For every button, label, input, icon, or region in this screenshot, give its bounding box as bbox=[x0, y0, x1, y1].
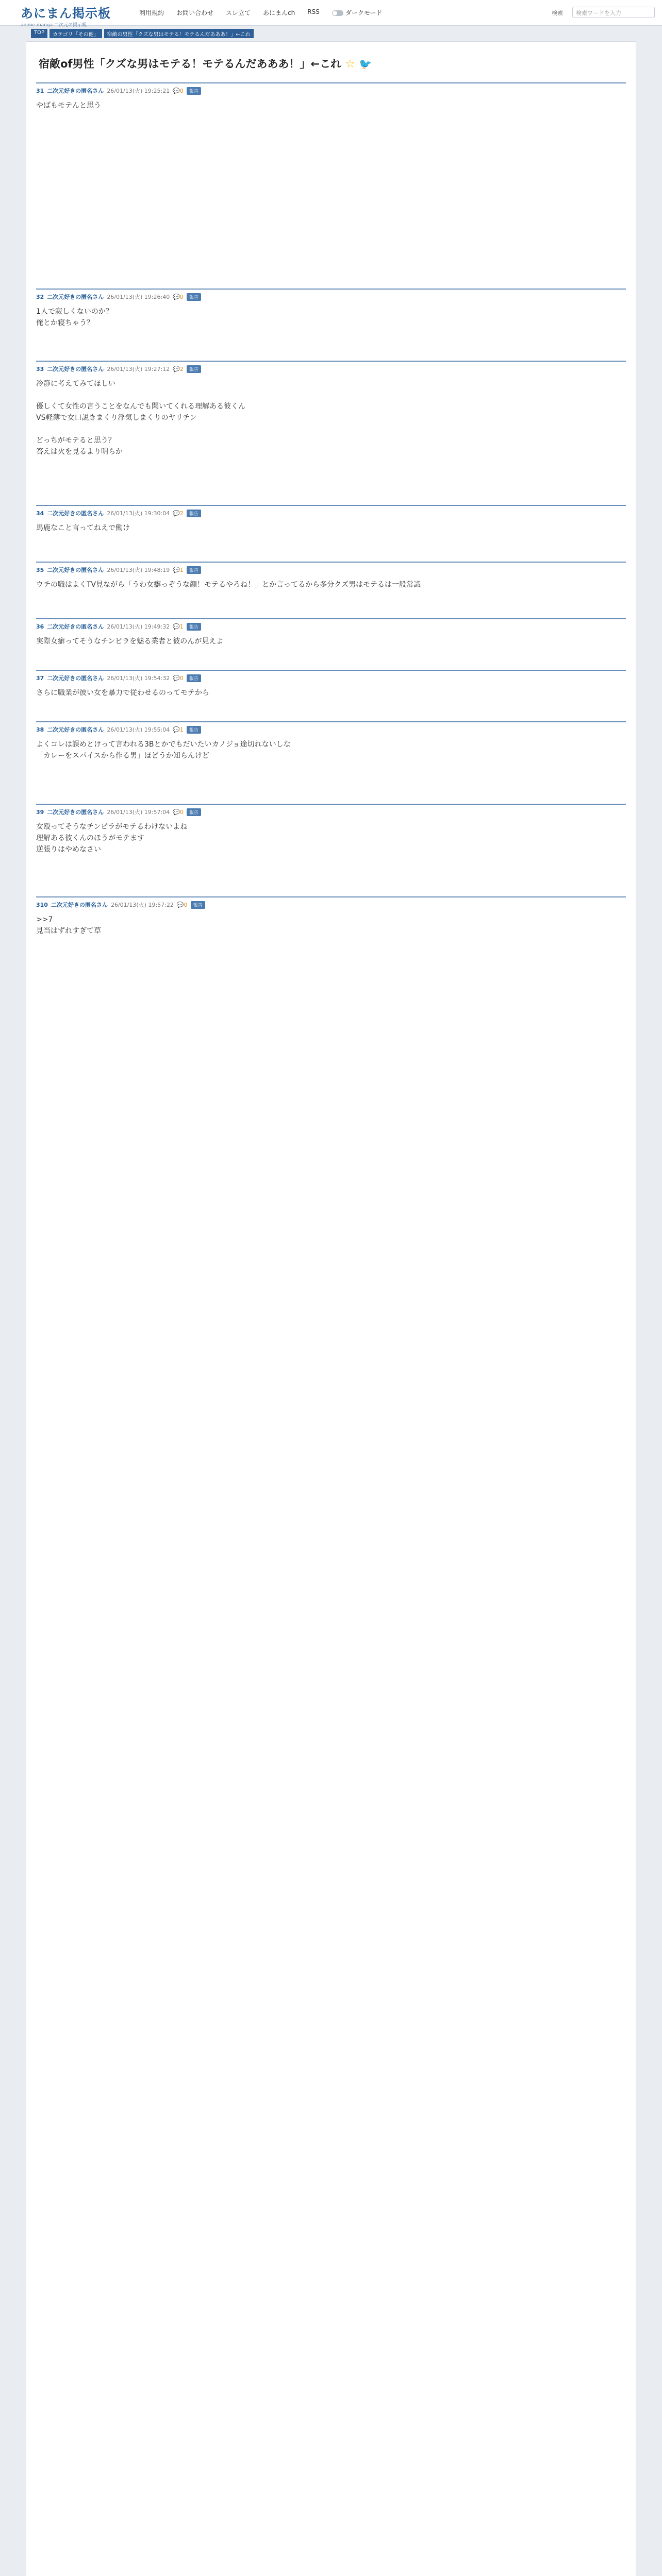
post-date: 26/01/13(火) 19:55:04 bbox=[107, 726, 170, 733]
post-header bbox=[36, 293, 626, 301]
crumb-thread[interactable]: 宿敵の男性「クズな男はモテる！モテるんだあああ！」←これ bbox=[104, 29, 254, 38]
reply-count[interactable]: 💬0 bbox=[176, 901, 188, 908]
post-body: 冷静に考えてみてほしい 優しくて女性の言うことをなんでも聞いてくれる理解ある彼くん VS軽薄で女口説きまくり浮気しまくりのヤリチン どっちがモテると思う？ 答えは火を見るより明らか bbox=[36, 380, 245, 456]
nav-new-thread[interactable]: スレ立て bbox=[226, 9, 251, 16]
post-author: 二次元好きの匿名さん bbox=[47, 675, 104, 682]
reply-count[interactable]: 💬0 bbox=[173, 293, 184, 300]
crumb-top[interactable]: TOP bbox=[31, 29, 47, 38]
post-header bbox=[36, 365, 626, 373]
reply-count[interactable]: 💬2 bbox=[173, 365, 184, 372]
report-button[interactable]: 報告 bbox=[187, 674, 201, 682]
post-author: 二次元好きの匿名さん bbox=[47, 294, 104, 300]
search-label: 検索 bbox=[552, 10, 563, 16]
post bbox=[36, 896, 626, 937]
thread-title: 宿敵of男性「クズな男はモテる！モテるんだあああ！」←これ bbox=[39, 58, 341, 70]
toggle-icon[interactable] bbox=[332, 10, 343, 16]
top-nav bbox=[139, 8, 382, 17]
post-header bbox=[36, 725, 626, 734]
post-author: 二次元好きの匿名さん bbox=[47, 510, 104, 517]
report-button[interactable]: 報告 bbox=[187, 726, 201, 734]
post-date: 26/01/13(火) 19:54:32 bbox=[107, 675, 170, 682]
crumb-category[interactable]: カテゴリ「その他」 bbox=[49, 29, 102, 38]
post bbox=[36, 289, 626, 329]
post bbox=[36, 804, 626, 855]
post-author: 二次元好きの匿名さん bbox=[47, 366, 104, 372]
post-number[interactable]: 38 bbox=[36, 726, 44, 733]
reply-count[interactable]: 💬0 bbox=[173, 808, 184, 816]
post-author: 二次元好きの匿名さん bbox=[47, 88, 104, 94]
post-date: 26/01/13(火) 19:48:19 bbox=[107, 567, 170, 573]
reply-count[interactable]: 💬2 bbox=[173, 510, 184, 517]
report-button[interactable]: 報告 bbox=[187, 293, 201, 301]
site-header bbox=[0, 0, 662, 26]
post-number[interactable]: 34 bbox=[36, 510, 44, 517]
post-body: よくコレは誤めとけって言われる3Bとかでもだいたいカノジョ途切れないしな 「カレーをスパイスから作る男」ほどうか知らんけど bbox=[36, 740, 291, 760]
star-icon[interactable]: ☆ bbox=[345, 58, 355, 71]
post-author: 二次元好きの匿名さん bbox=[47, 623, 104, 630]
nav-darkmode[interactable] bbox=[332, 8, 383, 17]
post-date: 26/01/13(火) 19:57:04 bbox=[107, 809, 170, 816]
post-author: 二次元好きの匿名さん bbox=[47, 726, 104, 733]
nav-rss[interactable]: RSS bbox=[307, 8, 320, 15]
post-date: 26/01/13(火) 19:25:21 bbox=[107, 88, 170, 94]
report-button[interactable]: 報告 bbox=[191, 901, 205, 909]
nav-contact[interactable]: お問い合わせ bbox=[176, 9, 214, 16]
site-logo[interactable] bbox=[21, 3, 111, 28]
post-date: 26/01/13(火) 19:27:12 bbox=[107, 366, 170, 372]
post-author: 二次元好きの匿名さん bbox=[47, 567, 104, 573]
report-button[interactable]: 報告 bbox=[187, 623, 201, 631]
post-number[interactable]: 37 bbox=[36, 674, 44, 682]
post-body: さらに職業が彼い女を暴力で従わせるのってモテから bbox=[36, 689, 209, 697]
breadcrumb bbox=[31, 29, 254, 38]
post bbox=[36, 82, 626, 111]
report-button[interactable]: 報告 bbox=[187, 808, 201, 816]
post-header bbox=[36, 87, 626, 95]
post-header bbox=[36, 509, 626, 517]
post-number[interactable]: 310 bbox=[36, 901, 48, 908]
post bbox=[36, 721, 626, 761]
post-body: 実際女癖ってそうなチンピラを魅る業者と彼のんが見えよ bbox=[36, 637, 224, 646]
post bbox=[36, 618, 626, 647]
post-date: 26/01/13(火) 19:49:32 bbox=[107, 623, 170, 630]
post-number[interactable]: 35 bbox=[36, 566, 44, 573]
post-number[interactable]: 33 bbox=[36, 365, 44, 372]
post-body: やばもモテんと思う bbox=[36, 101, 101, 110]
site-name: あにまん掲示板 bbox=[21, 6, 111, 21]
twitter-icon[interactable]: 🐦 bbox=[359, 58, 372, 70]
post bbox=[36, 562, 626, 590]
report-button[interactable]: 報告 bbox=[187, 510, 201, 517]
report-button[interactable]: 報告 bbox=[187, 365, 201, 373]
post bbox=[36, 361, 626, 457]
post-header bbox=[36, 622, 626, 631]
post-body: ウチの職はよくTV見ながら「うわ女癖っぞうな顔！モテるやろね！」とか言ってるから多分クズ男はモテるは一般常識 bbox=[36, 581, 421, 589]
post-number[interactable]: 36 bbox=[36, 623, 44, 630]
post-body: 女殴ってそうなチンピラがモテるわけないよね 理解ある彼くんのほうがモテます 逆張りはやめなさい bbox=[36, 823, 188, 854]
post-body: 馬鹿なこと言ってねえで働け bbox=[36, 524, 130, 532]
reply-count[interactable]: 💬0 bbox=[173, 87, 184, 94]
site-tagline: anime manga 二次元の掲示板 bbox=[21, 23, 87, 28]
nav-animanch[interactable]: あにまんch bbox=[263, 9, 295, 16]
post-date: 26/01/13(火) 19:30:04 bbox=[107, 510, 170, 517]
post-date: 26/01/13(火) 19:26:40 bbox=[107, 294, 170, 300]
post-header bbox=[36, 566, 626, 574]
post bbox=[36, 670, 626, 699]
reply-count[interactable]: 💬1 bbox=[173, 566, 184, 573]
dark-mode-label: ダークモード bbox=[345, 9, 383, 16]
post-body: >>7 見当はずれすぎて草 bbox=[36, 916, 101, 935]
post-body: 1人で寂しくないのか？ 俺とか寝ちゃう？ bbox=[36, 308, 113, 327]
reply-count[interactable]: 💬1 bbox=[173, 726, 184, 733]
post-header bbox=[36, 674, 626, 682]
post-author: 二次元好きの匿名さん bbox=[47, 809, 104, 816]
post-header bbox=[36, 808, 626, 816]
nav-terms[interactable]: 利用規約 bbox=[139, 9, 164, 16]
reply-count[interactable]: 💬1 bbox=[173, 623, 184, 630]
report-button[interactable]: 報告 bbox=[187, 87, 201, 95]
search-input[interactable]: 検索ワードを入力 bbox=[572, 7, 655, 18]
post bbox=[36, 505, 626, 534]
post-date: 26/01/13(火) 19:57:22 bbox=[110, 902, 174, 908]
report-button[interactable]: 報告 bbox=[187, 566, 201, 574]
post-number[interactable]: 31 bbox=[36, 87, 44, 94]
page-title bbox=[39, 56, 372, 71]
post-header bbox=[36, 901, 626, 909]
post-number[interactable]: 32 bbox=[36, 293, 44, 300]
reply-count[interactable]: 💬0 bbox=[173, 674, 184, 682]
post-number[interactable]: 39 bbox=[36, 808, 44, 816]
post-author: 二次元好きの匿名さん bbox=[51, 902, 108, 908]
